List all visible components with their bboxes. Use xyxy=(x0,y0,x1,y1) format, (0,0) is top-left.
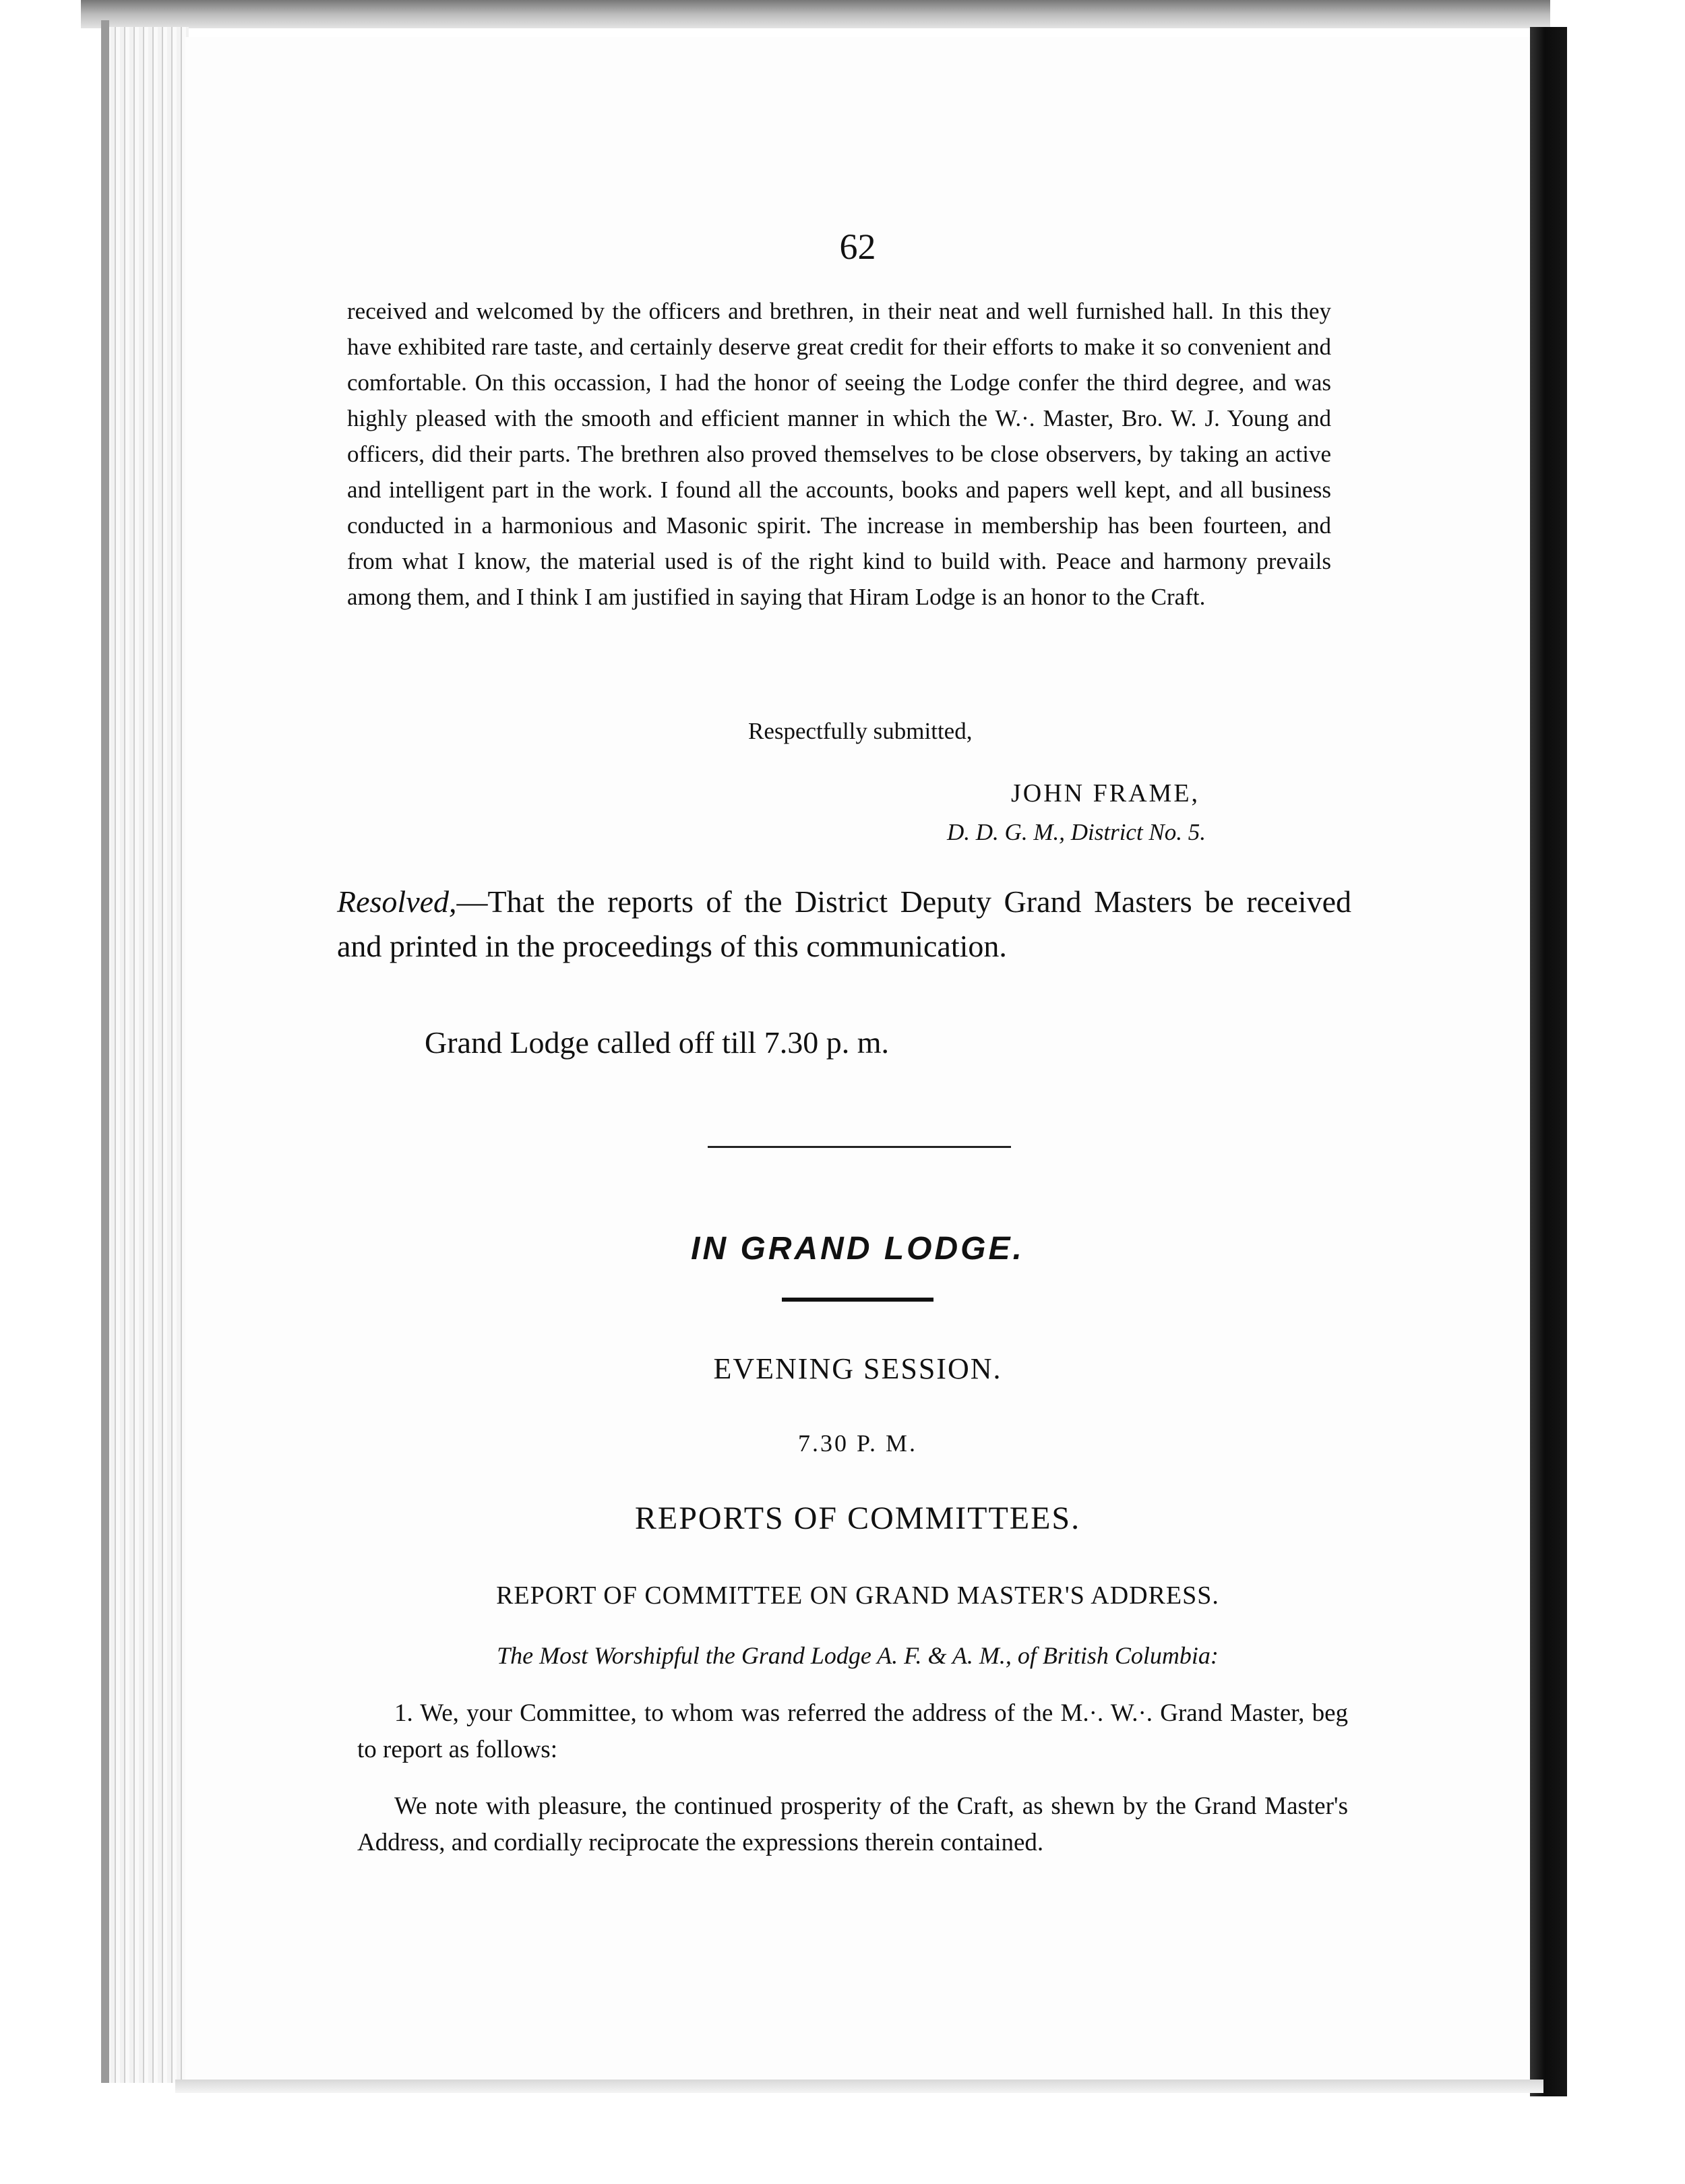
book-page xyxy=(185,37,1530,2080)
resolution-lead: Resolved, xyxy=(337,884,457,919)
reports-heading: REPORTS OF COMMITTEES. xyxy=(634,1500,1081,1536)
page-number: 62 xyxy=(839,226,876,267)
signer-name: JOHN FRAME, xyxy=(1011,779,1200,808)
committee-heading: REPORT OF COMMITTEE ON GRAND MASTER'S ADDRESS. xyxy=(496,1581,1219,1610)
scan-page-edges xyxy=(101,27,189,2083)
letter-body: received and welcomed by the officers and brethren, in their neat and well furnished hall. In this they have exhibited rare taste, and certainly deserve great credit for their efforts to make it so convenient and comfortable. On this occassion, I had the honor of seeing the Lodge confer the third degree, and was highly pleased with the smooth and efficient manner in which the W.·. Master, Bro. W. J. Young and officers, did their parts. The brethren also proved themselves to be close observers, by taking an active and intelligent part in the work. I found all the accounts, books and papers well kept, and all business conducted in a harmonious and Masonic spirit. The increase in membership has been fourteen, and from what I know, the material used is of the right kind to build with. Peace and harmony prevails among them, and I think I am justified in saying that Hiram Lodge is an honor to the Craft. xyxy=(347,298,1331,610)
report-paragraph: 1. We, your Committee, to whom was referred the address of the M.·. W.·. Grand Master, beg to report as follows: xyxy=(357,1699,1348,1763)
scan-bottom-edge xyxy=(175,2080,1543,2093)
resolution-paragraph xyxy=(337,880,1351,969)
called-off-line: Grand Lodge called off till 7.30 p. m. xyxy=(425,1025,889,1060)
section-divider xyxy=(708,1146,1011,1148)
scan-top-edge xyxy=(81,0,1550,28)
resolution-text: —That the reports of the District Deputy Grand Masters be received and printed in the proceedings of this communication. xyxy=(337,884,1351,963)
scan-binding-shadow xyxy=(1530,27,1567,2096)
salutation-line: The Most Worshipful the Grand Lodge A. F. & A. M., of British Columbia: xyxy=(497,1642,1219,1669)
session-heading: EVENING SESSION. xyxy=(713,1352,1002,1385)
heading-underline xyxy=(782,1298,933,1302)
signer-title: D. D. G. M., District No. 5. xyxy=(947,819,1206,845)
section-heading: IN GRAND LODGE. xyxy=(691,1231,1024,1267)
session-time: 7.30 P. M. xyxy=(797,1430,918,1457)
report-paragraph: We note with pleasure, the continued prosperity of the Craft, as shewn by the Grand Master's Address, and cordially reciprocate the expressions therein contained. xyxy=(357,1792,1348,1856)
closing-line: Respectfully submitted, xyxy=(748,718,973,744)
scan-left-shadow xyxy=(101,20,109,2083)
